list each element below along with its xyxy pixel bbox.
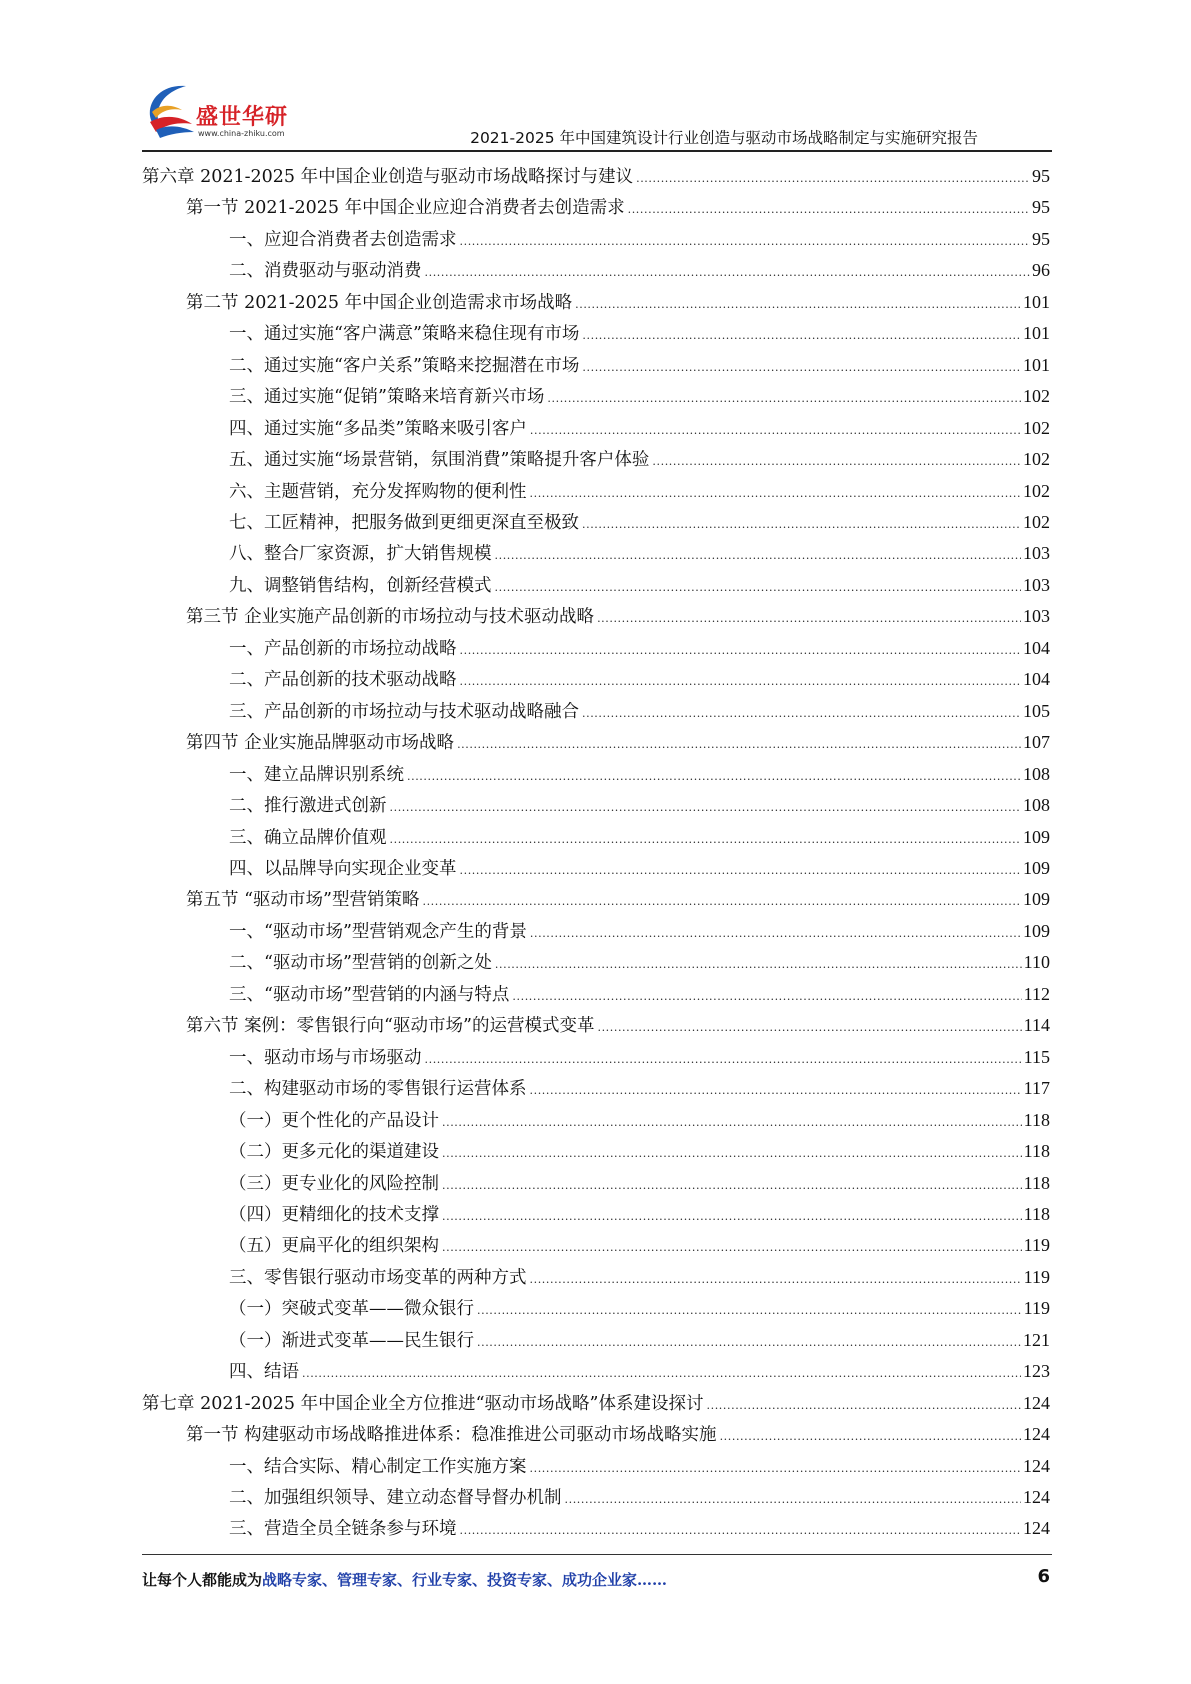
toc-entry-page: 118: [1023, 1109, 1050, 1130]
toc-entry[interactable]: [142, 570, 1050, 601]
toc-entry-page: 108: [1023, 795, 1050, 816]
toc-entry-page: 104: [1023, 669, 1050, 690]
toc-entry-title: 一、建立品牌识别系统: [229, 764, 404, 785]
toc-entry-title: 第一节 构建驱动市场战略推进体系：稳准推进公司驱动市场战略实施: [186, 1425, 717, 1446]
toc-entry[interactable]: [142, 381, 1050, 412]
toc-dot-leader: [460, 855, 1022, 886]
toc-entry[interactable]: [142, 633, 1050, 664]
logo-name: 盛世华研: [196, 105, 289, 130]
toc-entry-title: （二）更多元化的渠道建设: [229, 1142, 439, 1163]
toc-entry-page: 109: [1023, 920, 1050, 941]
toc-dot-leader: [628, 194, 1030, 225]
toc-entry-page: 95: [1032, 197, 1050, 218]
toc-entry[interactable]: [142, 318, 1050, 349]
toc-dot-leader: [652, 446, 1021, 477]
toc-entry-title: 第五节 “驱动市场”型营销策略: [186, 890, 420, 911]
toc-entry[interactable]: [142, 1388, 1050, 1419]
toc-entry[interactable]: [142, 1168, 1050, 1199]
toc-entry[interactable]: [142, 664, 1050, 695]
toc-entry-title: 三、零售银行驱动市场变革的两种方式: [229, 1267, 527, 1288]
toc-entry-page: 95: [1032, 166, 1050, 186]
toc-entry-page: 124: [1023, 1487, 1050, 1508]
toc-entry[interactable]: [142, 538, 1050, 569]
toc-dot-leader: [442, 1138, 1022, 1169]
toc-dot-leader: [477, 1295, 1022, 1326]
toc-entry[interactable]: [142, 1482, 1050, 1513]
toc-dot-leader: [530, 1075, 1022, 1106]
toc-entry-title: （五）更扁平化的组织架构: [229, 1236, 439, 1257]
toc-entry-page: 103: [1023, 543, 1050, 564]
toc-entry-page: 110: [1023, 952, 1050, 973]
toc-dot-leader: [547, 383, 1021, 414]
toc-entry-title: 二、构建驱动市场的零售银行运营体系: [229, 1079, 527, 1100]
toc-entry[interactable]: [142, 1356, 1050, 1387]
toc-dot-leader: [460, 226, 1031, 257]
toc-entry-title: 一、产品创新的市场拉动战略: [229, 638, 457, 659]
toc-entry-page: 102: [1023, 449, 1050, 470]
toc-entry-page: 101: [1023, 354, 1050, 375]
logo-swirl-icon: [142, 82, 200, 140]
footer-slogan-prefix: 让每个人都能成为: [142, 1571, 263, 1589]
toc-entry-page: 103: [1023, 606, 1050, 627]
toc-entry-page: 102: [1023, 511, 1050, 532]
toc-entry-page: 118: [1023, 1141, 1050, 1162]
toc-entry[interactable]: [142, 1262, 1050, 1293]
toc-entry-page: 104: [1023, 637, 1050, 658]
toc-entry-title: 二、加强组织领导、建立动态督导督办机制: [229, 1488, 562, 1509]
footer-slogan: [142, 1569, 667, 1590]
toc-entry-page: 101: [1023, 323, 1050, 344]
toc-entry[interactable]: [142, 1136, 1050, 1167]
footer-slogan-highlight: 战略专家、管理专家、行业专家、投资专家、成功企业家……: [262, 1571, 668, 1589]
toc-dot-leader: [390, 824, 1022, 855]
toc-entry[interactable]: [142, 916, 1050, 947]
logo-url: www.china-zhiku.com: [198, 129, 285, 138]
toc-entry[interactable]: [142, 224, 1050, 255]
toc-entry-title: 二、产品创新的技术驱动战略: [229, 670, 457, 691]
toc-entry-page: 109: [1023, 889, 1050, 910]
toc-entry-page: 109: [1023, 826, 1050, 847]
toc-entry[interactable]: [142, 727, 1050, 758]
toc-dot-leader: [530, 478, 1022, 509]
toc-dot-leader: [425, 257, 1031, 288]
footer-divider: [142, 1554, 1052, 1555]
toc-dot-leader: [442, 1170, 1022, 1201]
toc-dot-leader: [530, 1453, 1022, 1484]
toc-entry-title: 二、消费驱动与驱动消费: [229, 261, 422, 282]
toc-entry-title: （一）更个性化的产品设计: [229, 1110, 439, 1131]
toc-dot-leader: [442, 1201, 1022, 1232]
toc-entry-title: 一、“驱动市场”型营销观念产生的背景: [229, 921, 527, 942]
toc-entry[interactable]: [142, 1513, 1050, 1544]
toc-dot-leader: [442, 1232, 1022, 1263]
toc-entry[interactable]: [142, 350, 1050, 381]
toc-entry-title: 三、营造全员全链条参与环境: [229, 1519, 457, 1540]
toc-entry[interactable]: [142, 1010, 1050, 1041]
toc-entry-title: 一、结合实际、精心制定工作实施方案: [229, 1456, 527, 1477]
toc-dot-leader: [495, 540, 1022, 571]
toc-entry-page: 118: [1023, 1203, 1050, 1224]
toc-dot-leader: [407, 761, 1021, 792]
toc-entry[interactable]: [142, 1325, 1050, 1356]
toc-entry[interactable]: [142, 822, 1050, 853]
toc-entry-title: 六、主题营销，充分发挥购物的便利性: [229, 481, 527, 502]
toc-entry[interactable]: [142, 1293, 1050, 1324]
toc-entry-title: 第三节 企业实施产品创新的市场拉动与技术驱动战略: [186, 607, 595, 628]
toc-entry[interactable]: [142, 161, 1050, 192]
toc-entry[interactable]: [142, 1419, 1050, 1450]
toc-entry[interactable]: [142, 287, 1050, 318]
toc-dot-leader: [530, 918, 1021, 949]
toc-entry-title: 第七章 2021-2025 年中国企业全方位推进“驱动市场战略”体系建设探讨: [142, 1393, 704, 1414]
toc-dot-leader: [575, 289, 1021, 320]
toc-dot-leader: [636, 163, 1030, 194]
toc-entry-page: 102: [1023, 480, 1050, 501]
toc-entry-title: （四）更精细化的技术支撑: [229, 1204, 439, 1225]
toc-entry-page: 123: [1023, 1361, 1050, 1382]
toc-entry-page: 95: [1032, 228, 1050, 249]
toc-entry-title: 三、确立品牌价值观: [229, 827, 387, 848]
toc-entry[interactable]: [142, 947, 1050, 978]
toc-dot-leader: [302, 1358, 1021, 1389]
toc-entry-page: 108: [1023, 763, 1050, 784]
toc-entry-title: 七、工匠精神，把服务做到更细更深直至极致: [229, 512, 579, 533]
report-title: 2021-2025 年中国建筑设计行业创造与驱动市场战略制定与实施研究报告: [470, 129, 978, 147]
toc-dot-leader: [390, 792, 1022, 823]
toc-entry[interactable]: [142, 476, 1050, 507]
toc-entry[interactable]: [142, 192, 1050, 223]
toc-entry-title: 第一节 2021-2025 年中国企业应迎合消费者去创造需求: [186, 198, 625, 219]
table-of-contents: [142, 161, 1050, 1545]
toc-entry-title: 三、产品创新的市场拉动与技术驱动战略融合: [229, 701, 579, 722]
toc-entry[interactable]: [142, 413, 1050, 444]
toc-entry-page: 124: [1023, 1424, 1050, 1445]
toc-dot-leader: [512, 981, 1021, 1012]
toc-entry-page: 119: [1023, 1266, 1050, 1287]
toc-entry-title: 四、以品牌导向实现企业变革: [229, 858, 457, 879]
toc-dot-leader: [460, 1515, 1022, 1546]
toc-entry-title: 一、通过实施“客户满意”策略来稳住现有市场: [229, 324, 580, 345]
toc-dot-leader: [582, 509, 1021, 540]
toc-entry-title: 九、调整销售结构，创新经营模式: [229, 575, 492, 596]
toc-entry[interactable]: [142, 1451, 1050, 1482]
toc-entry-page: 101: [1023, 291, 1050, 312]
toc-entry-page: 119: [1023, 1235, 1050, 1256]
toc-entry-title: 五、通过实施“场景营销，氛围消費”策略提升客户体验: [229, 450, 650, 471]
toc-entry-title: 三、通过实施“促销”策略来培育新兴市场: [229, 387, 545, 408]
toc-dot-leader: [720, 1421, 1021, 1452]
company-logo: [142, 82, 322, 144]
toc-entry-title: 四、通过实施“多品类”策略来吸引客户: [229, 418, 527, 439]
toc-entry[interactable]: [142, 444, 1050, 475]
toc-dot-leader: [707, 1390, 1021, 1421]
toc-entry-title: （一）突破式变革——微众银行: [229, 1299, 474, 1320]
toc-dot-leader: [422, 886, 1021, 917]
toc-dot-leader: [495, 572, 1022, 603]
toc-entry[interactable]: [142, 696, 1050, 727]
toc-entry[interactable]: [142, 255, 1050, 286]
toc-entry-title: 二、“驱动市场”型营销的创新之处: [229, 953, 492, 974]
toc-dot-leader: [582, 698, 1021, 729]
toc-entry-page: 105: [1023, 700, 1050, 721]
toc-dot-leader: [582, 352, 1021, 383]
toc-entry-page: 109: [1023, 857, 1050, 878]
toc-dot-leader: [582, 320, 1021, 351]
toc-entry[interactable]: [142, 1199, 1050, 1230]
toc-entry[interactable]: [142, 790, 1050, 821]
toc-entry-page: 112: [1023, 983, 1050, 1004]
toc-entry-title: 二、通过实施“客户关系”策略来挖掘潜在市场: [229, 355, 580, 376]
toc-entry-title: 第六节 案例：零售银行向“驱动市场”的运营模式变革: [186, 1016, 595, 1037]
toc-entry-page: 121: [1023, 1329, 1050, 1350]
toc-dot-leader: [530, 415, 1021, 446]
toc-entry-title: 第六章 2021-2025 年中国企业创造与驱动市场战略探讨与建议: [142, 167, 634, 187]
toc-entry-page: 124: [1023, 1518, 1050, 1539]
toc-entry-page: 124: [1023, 1455, 1050, 1476]
toc-entry-title: 一、应迎合消费者去创造需求: [229, 229, 457, 250]
toc-entry[interactable]: [142, 1073, 1050, 1104]
toc-entry-page: 119: [1023, 1298, 1050, 1319]
header-divider: [142, 150, 1052, 152]
toc-entry-title: （三）更专业化的风险控制: [229, 1173, 439, 1194]
toc-dot-leader: [597, 603, 1021, 634]
toc-entry-page: 124: [1023, 1392, 1050, 1413]
toc-entry[interactable]: [142, 1230, 1050, 1261]
toc-entry-title: 第四节 企业实施品牌驱动市场战略: [186, 733, 455, 754]
toc-entry-page: 114: [1023, 1015, 1050, 1036]
toc-entry-page: 115: [1023, 1046, 1050, 1067]
toc-entry-title: （一）渐进式变革——民生银行: [229, 1330, 474, 1351]
toc-entry-title: 四、结语: [229, 1362, 299, 1383]
toc-entry[interactable]: [142, 1105, 1050, 1136]
toc-entry[interactable]: [142, 979, 1050, 1010]
toc-entry-title: 八、整合厂家资源，扩大销售规模: [229, 544, 492, 565]
toc-entry[interactable]: [142, 759, 1050, 790]
toc-entry[interactable]: [142, 601, 1050, 632]
toc-entry[interactable]: [142, 507, 1050, 538]
toc-dot-leader: [442, 1107, 1022, 1138]
toc-entry-page: 118: [1023, 1172, 1050, 1193]
toc-dot-leader: [477, 1327, 1021, 1358]
toc-entry-page: 117: [1023, 1078, 1050, 1099]
toc-entry-page: 102: [1023, 417, 1050, 438]
toc-entry-title: 三、“驱动市场”型营销的内涵与特点: [229, 984, 510, 1005]
toc-entry-title: 一、驱动市场与市场驱动: [229, 1047, 422, 1068]
toc-dot-leader: [530, 1264, 1022, 1295]
toc-entry[interactable]: [142, 884, 1050, 915]
page-number: 6: [1037, 1566, 1050, 1587]
toc-entry-page: 96: [1032, 260, 1050, 281]
toc-dot-leader: [495, 949, 1022, 980]
toc-dot-leader: [425, 1044, 1022, 1075]
toc-entry[interactable]: [142, 853, 1050, 884]
toc-dot-leader: [457, 729, 1021, 760]
toc-dot-leader: [565, 1484, 1022, 1515]
toc-entry-title: 二、推行激进式创新: [229, 796, 387, 817]
toc-dot-leader: [460, 666, 1022, 697]
toc-entry-page: 102: [1023, 386, 1050, 407]
toc-dot-leader: [597, 1012, 1021, 1043]
toc-entry-page: 103: [1023, 574, 1050, 595]
toc-entry-page: 107: [1023, 732, 1050, 753]
toc-dot-leader: [460, 635, 1022, 666]
toc-entry[interactable]: [142, 1042, 1050, 1073]
toc-entry-title: 第二节 2021-2025 年中国企业创造需求市场战略: [186, 292, 573, 313]
